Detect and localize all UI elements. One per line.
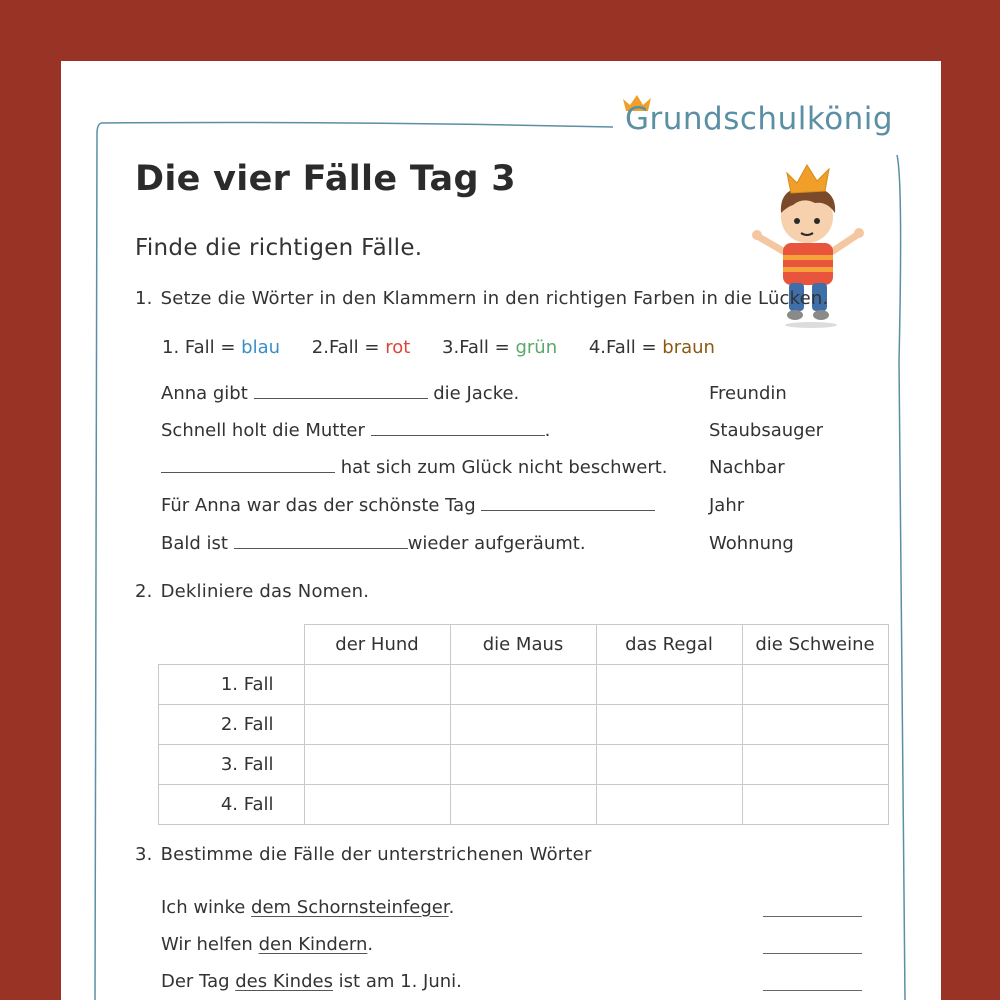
underlined-word: des Kindes: [235, 971, 333, 992]
answer-blank[interactable]: [254, 384, 428, 399]
task3-sentence-2: Wir helfen den Kindern.: [161, 934, 374, 955]
color-word-brown: braun: [662, 337, 715, 358]
bracket-word-2: Staubsauger: [709, 420, 824, 441]
table-row: [159, 665, 889, 705]
answer-cell[interactable]: [742, 745, 888, 785]
color-word-green: grün: [515, 337, 558, 358]
answer-cell[interactable]: [596, 665, 742, 705]
bracket-word-4: Jahr: [709, 495, 745, 516]
task2-text: Dekliniere das Nomen.: [160, 581, 370, 602]
answer-blank[interactable]: [481, 496, 655, 511]
answer-cell[interactable]: [450, 705, 596, 745]
task1-sentence-2: Schnell holt die Mutter .: [161, 420, 551, 441]
answer-cell[interactable]: [304, 705, 450, 745]
answer-blank[interactable]: [371, 421, 545, 436]
table-row: [159, 745, 889, 785]
legend-item-4: 4.Fall = braun: [588, 337, 715, 358]
column-header: die Schweine: [742, 625, 888, 665]
page-subtitle: Finde die richtigen Fälle.: [135, 235, 423, 261]
color-word-red: rot: [385, 337, 411, 358]
answer-blank[interactable]: [161, 458, 335, 473]
task1-sentence-3: hat sich zum Glück nicht beschwert.: [161, 457, 668, 478]
task3-text: Bestimme die Fälle der unterstrichenen Wörter: [160, 844, 592, 865]
answer-cell[interactable]: [304, 745, 450, 785]
legend-item-3: 3.Fall = grün: [442, 337, 558, 358]
answer-cell[interactable]: [596, 785, 742, 825]
task3-sentence-1: Ich winke dem Schornsteinfeger.: [161, 897, 455, 918]
answer-cell[interactable]: [742, 665, 888, 705]
task1-number: 1.: [135, 288, 153, 309]
task3-instruction: [135, 844, 592, 865]
table-header-row: [159, 625, 889, 665]
answer-cell[interactable]: [450, 665, 596, 705]
declension-table: [158, 624, 889, 825]
task2-instruction: [135, 581, 369, 602]
color-word-blue: blau: [241, 337, 281, 358]
legend-item-2: 2.Fall = rot: [311, 337, 411, 358]
answer-cell[interactable]: [596, 745, 742, 785]
answer-cell[interactable]: [742, 705, 888, 745]
table-row: [159, 705, 889, 745]
table-corner: [159, 625, 305, 665]
answer-blank[interactable]: [234, 534, 408, 549]
row-label: 2. Fall: [159, 705, 305, 745]
column-header: der Hund: [304, 625, 450, 665]
page-title: Die vier Fälle Tag 3: [135, 159, 516, 199]
answer-line[interactable]: [763, 953, 862, 954]
bracket-word-5: Wohnung: [709, 533, 794, 554]
table-row: [159, 785, 889, 825]
column-header: die Maus: [450, 625, 596, 665]
row-label: 4. Fall: [159, 785, 305, 825]
answer-cell[interactable]: [450, 745, 596, 785]
task1-sentence-4: Für Anna war das der schönste Tag: [161, 495, 655, 516]
task1-text: Setze die Wörter in den Klammern in den richtigen Farben in die Lücken.: [160, 288, 829, 309]
answer-cell[interactable]: [596, 705, 742, 745]
task3-sentence-3: Der Tag des Kindes ist am 1. Juni.: [161, 971, 462, 992]
answer-cell[interactable]: [450, 785, 596, 825]
bracket-word-1: Freundin: [709, 383, 787, 404]
row-label: 3. Fall: [159, 745, 305, 785]
task1-instruction: [135, 288, 828, 309]
answer-cell[interactable]: [304, 785, 450, 825]
answer-cell[interactable]: [304, 665, 450, 705]
task1-sentence-1: Anna gibt die Jacke.: [161, 383, 520, 404]
answer-line[interactable]: [763, 990, 862, 991]
answer-cell[interactable]: [742, 785, 888, 825]
bracket-word-3: Nachbar: [709, 457, 785, 478]
column-header: das Regal: [596, 625, 742, 665]
task3-number: 3.: [135, 844, 153, 865]
task2-number: 2.: [135, 581, 153, 602]
underlined-word: den Kindern: [258, 934, 368, 955]
worksheet: [61, 61, 941, 1000]
underlined-word: dem Schornsteinfeger: [251, 897, 449, 918]
task1-sentence-5: Bald ist wieder aufgeräumt.: [161, 533, 586, 554]
case-color-legend: [162, 337, 741, 358]
row-label: 1. Fall: [159, 665, 305, 705]
legend-item-1: 1. Fall = blau: [162, 337, 281, 358]
answer-line[interactable]: [763, 916, 862, 917]
brand-logo: Grundschulkönig: [625, 101, 894, 137]
